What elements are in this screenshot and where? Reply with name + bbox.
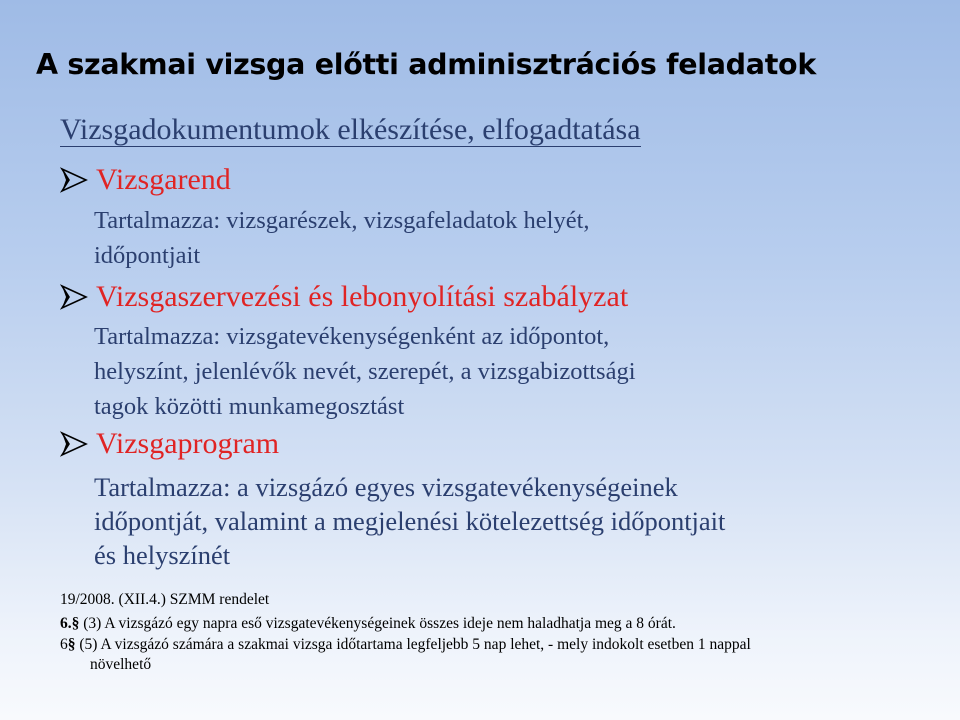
paragraph-6-5 <box>60 635 751 675</box>
subtitle-text: Vizsgadokumentumok elkészítése, elfogadtatása <box>60 113 641 146</box>
slide-title: A szakmai vizsga előtti adminisztrációs feladatok <box>36 48 816 81</box>
bullet-heading: Vizsgaszervezési és lebonyolítási szabályzat <box>96 280 629 313</box>
section-description <box>94 470 725 572</box>
bullet-vizsgarend <box>60 163 231 197</box>
bullet-heading: Vizsgaprogram <box>96 427 280 460</box>
arrowhead-bullet-icon <box>60 167 88 193</box>
decree-reference: 19/2008. (XII.4.) SZMM rendelet <box>60 591 270 608</box>
paragraph-text: (3) A vizsgázó egy napra eső vizsgatevékenységeinek összes ideje nem haladhatja meg a 8 órát. <box>83 615 676 632</box>
section-sign: § <box>67 636 76 653</box>
paragraph-6-3 <box>60 614 676 634</box>
section-description <box>94 203 590 273</box>
paragraph-number: 6 <box>60 636 68 653</box>
description-line: Tartalmazza: vizsgarészek, vizsgafeladatok helyét, <box>94 207 590 234</box>
section-description <box>94 319 636 424</box>
section-sign: § <box>71 615 80 632</box>
paragraph-text: (5) A vizsgázó számára a szakmai vizsga időtartama legfeljebb 5 nap lehet, - mely indokolt esetben 1 nappal <box>79 636 751 653</box>
paragraph-continuation: növelhető <box>90 656 152 673</box>
paragraph-number: 6. <box>60 615 72 632</box>
description-line: időpontját, valamint a megjelenési kötelezettség időpontjait <box>94 506 726 536</box>
description-line: időpontjait <box>94 242 201 269</box>
slide-subtitle <box>60 113 641 147</box>
description-line: Tartalmazza: vizsgatevékenységenként az időpontot, <box>94 323 610 350</box>
bullet-vizsgaprogram <box>60 427 279 461</box>
description-line: Tartalmazza: a vizsgázó egyes vizsgatevékenységeinek <box>94 472 678 502</box>
description-line: és helyszínét <box>94 540 231 570</box>
arrowhead-bullet-icon <box>60 284 88 310</box>
bullet-szabalyzat <box>60 280 628 314</box>
bullet-heading: Vizsgarend <box>96 163 231 196</box>
arrowhead-bullet-icon <box>60 431 88 457</box>
description-line: helyszínt, jelenlévők nevét, szerepét, a vizsgabizottsági <box>94 358 636 385</box>
description-line: tagok közötti munkamegosztást <box>94 393 405 420</box>
